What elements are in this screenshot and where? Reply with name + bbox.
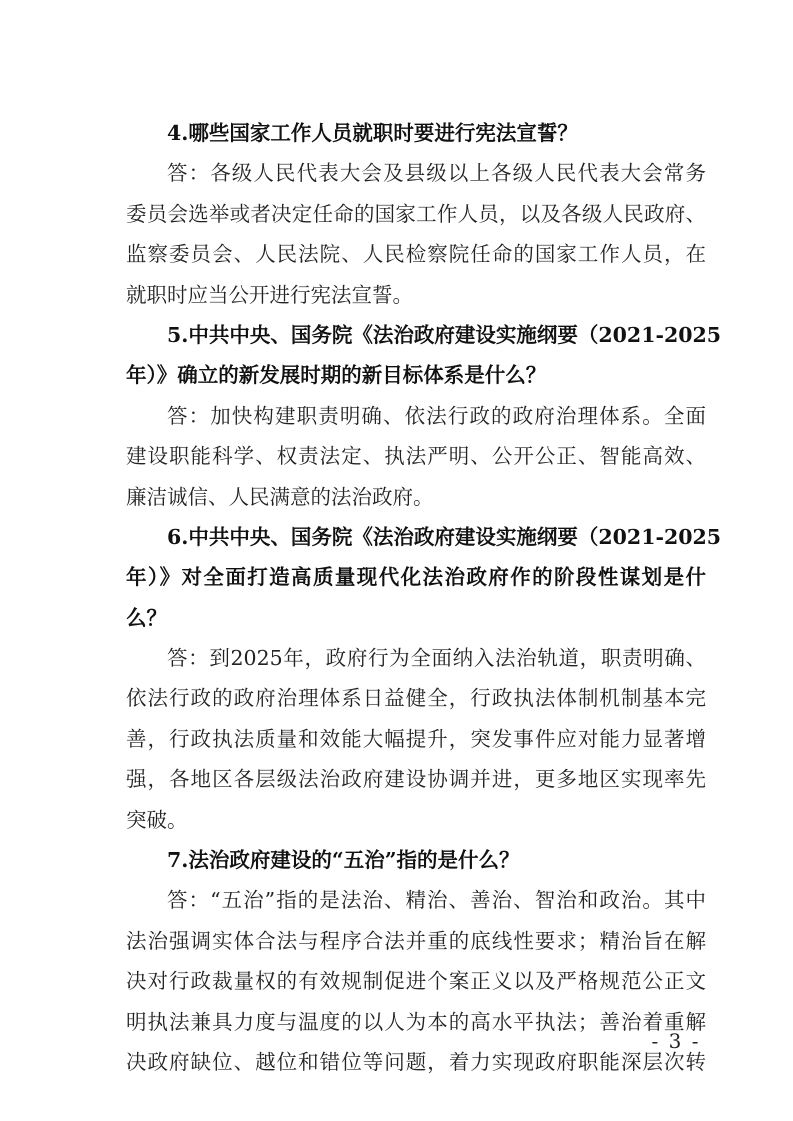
answer-line: 决政府缺位、越位和错位等问题，着力实现政府职能深层次转: [126, 1049, 706, 1074]
answer-line: 答：各级人民代表大会及县级以上各级人民代表大会常务: [167, 161, 706, 186]
answer-line: 强，各地区各层级法治政府建设协调并进，更多地区实现率先: [126, 767, 706, 792]
question-line: 5.中共中央、国务院《法治政府建设实施纲要（2021-2025: [167, 322, 722, 347]
answer-line: 依法行政的政府治理体系日益健全，行政执法体制机制基本完: [126, 686, 706, 711]
answer-line: 决对行政裁量权的有效规制促进个案正义以及严格规范公正文: [126, 969, 706, 994]
question-line: 4.哪些国家工作人员就职时要进行宪法宣誓？: [167, 121, 578, 145]
question-line: 6.中共中央、国务院《法治政府建设实施纲要（2021-2025: [167, 524, 722, 549]
page-number: - 3 -: [651, 1029, 701, 1053]
answer-line: 委员会选举或者决定任命的国家工作人员，以及各级人民政府、: [126, 201, 706, 226]
question-line: 年）》对全面打造高质量现代化法治政府作的阶段性谋划是什: [126, 565, 706, 590]
answer-line: 突破。: [126, 807, 188, 832]
answer-line: 答：“五治”指的是法治、精治、善治、智治和政治。其中: [167, 888, 706, 913]
answer-line: 就职时应当公开进行宪法宣誓。: [126, 282, 413, 307]
question-line: 年）》确立的新发展时期的新目标体系是什么？: [126, 363, 547, 388]
answer-line: 廉洁诚信、人民满意的法治政府。: [126, 484, 434, 509]
answer-line: 明执法兼具力度与温度的以人为本的高水平执法；善治着重解: [126, 1009, 706, 1034]
answer-line: 建设职能科学、权责法定、执法严明、公开公正、智能高效、: [126, 444, 706, 469]
answer-line: 善，行政执法质量和效能大幅提升，突发事件应对能力显著增: [126, 726, 706, 751]
answer-line: 答：到2025年，政府行为全面纳入法治轨道，职责明确、: [167, 646, 706, 671]
document-body: [126, 113, 722, 1082]
answer-line: 答：加快构建职责明确、依法行政的政府治理体系。全面: [167, 403, 706, 428]
answer-line: 监察委员会、人民法院、人民检察院任命的国家工作人员，在: [126, 242, 706, 267]
answer-line: 法治强调实体合法与程序合法并重的底线性要求；精治旨在解: [126, 928, 706, 953]
question-line: 7.法治政府建设的“五治”指的是什么？: [167, 848, 520, 873]
question-line: 么？: [126, 605, 167, 630]
